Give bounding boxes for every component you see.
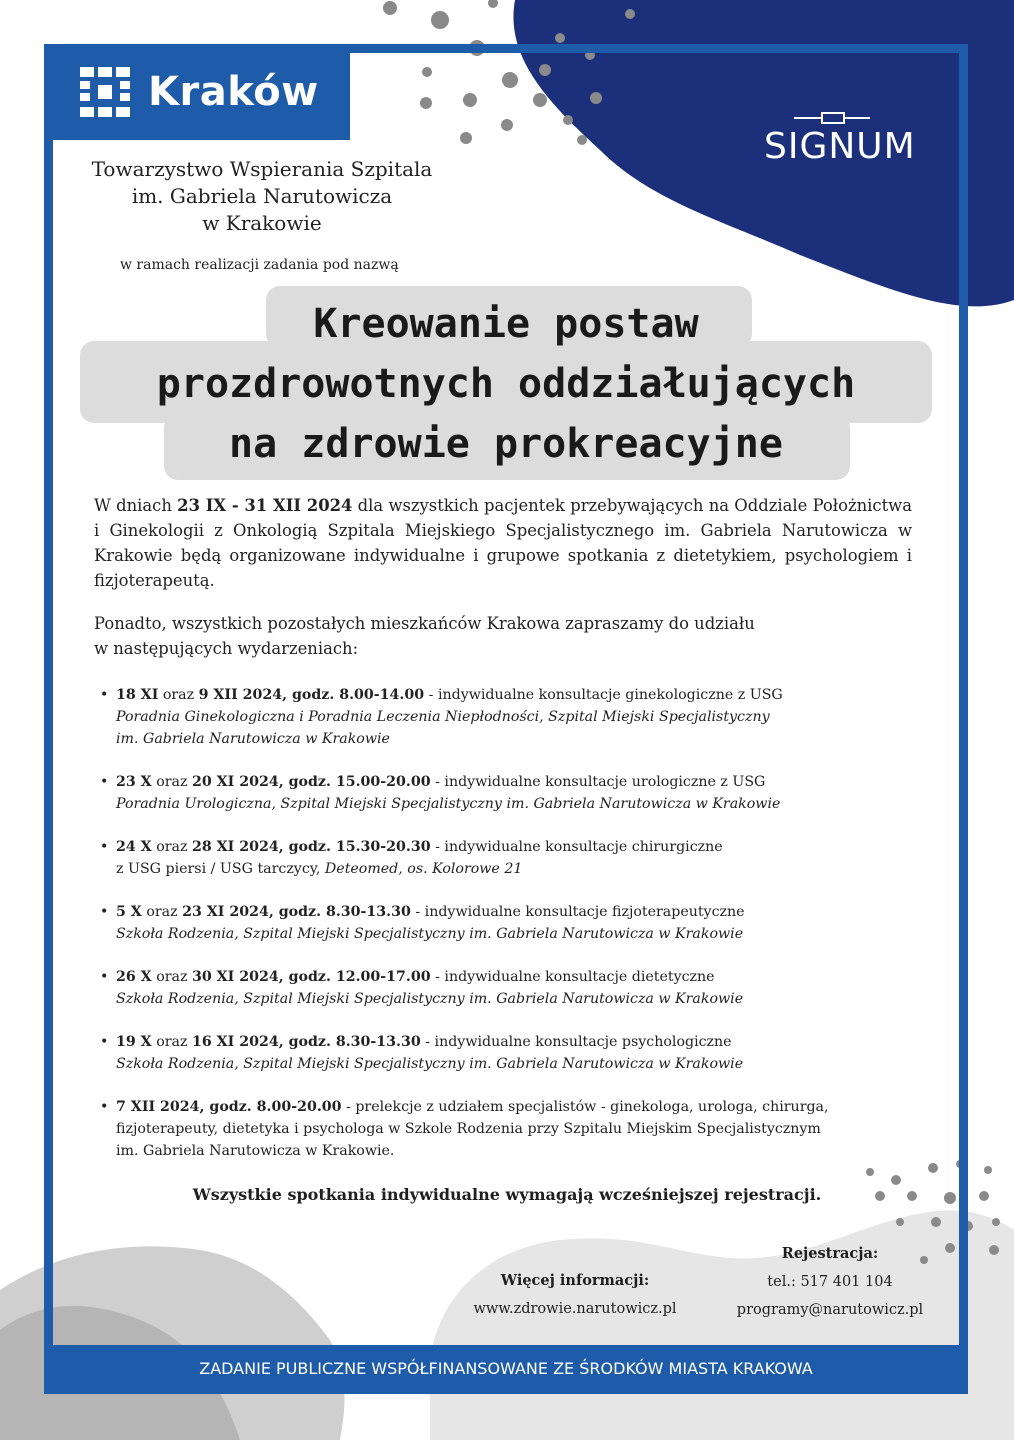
event-item: • 24 X oraz 28 XI 2024, godz. 15.30-20.30 - indywidualne konsultacje chirurgiczne z USG piersi / USG tarczycy, Deteomed, os. Kolorowe 21 xyxy=(100,836,920,880)
registration-info xyxy=(720,1240,940,1324)
organization-name: Towarzystwo Wspierania Szpitala im. Gabriela Narutowicza w Krakowie xyxy=(91,157,433,235)
event-item: • 18 XI oraz 9 XII 2024, godz. 8.00-14.00 - indywidualne konsultacje ginekologiczne z USG Poradnia Ginekologiczna i Poradnia Leczenia Niepłodności, Szpital Miejski Specjalistyczny im. Gabriela Narutowicza w Krakowie xyxy=(100,684,920,750)
event-item: • 26 X oraz 30 XI 2024, godz. 12.00-17.00 - indywidualne konsultacje dietetyczne Szkoła Rodzenia, Szpital Miejski Specjalistyczny im. Gabriela Narutowicza w Krakowie xyxy=(100,966,920,1010)
more-info xyxy=(455,1267,695,1323)
intro-text: w ramach realizacji zadania pod nazwą xyxy=(120,257,399,273)
phone-number[interactable]: tel.: 517 401 104 xyxy=(767,1274,893,1290)
event-item: • 23 X oraz 20 XI 2024, godz. 15.00-20.00 - indywidualne konsultacje urologiczne z USG Poradnia Urologiczna, Szpital Miejski Specjalistyczny im. Gabriela Narutowicza w Krakowie xyxy=(100,771,920,815)
event-item: • 5 X oraz 23 XI 2024, godz. 8.30-13.30 - indywidualne konsultacje fizjoterapeutyczne Szkoła Rodzenia, Szpital Miejski Specjalistyczny im. Gabriela Narutowicza w Krakowie xyxy=(100,901,920,945)
title-block xyxy=(80,286,932,480)
event-item: • 19 X oraz 16 XI 2024, godz. 8.30-13.30 - indywidualne konsultacje psychologiczne Szkoła Rodzenia, Szpital Miejski Specjalistyczny im. Gabriela Narutowicza w Krakowie xyxy=(100,1031,920,1075)
more-info-label: Więcej informacji: xyxy=(500,1272,650,1289)
registration-label: Rejestracja: xyxy=(781,1245,879,1262)
krakow-logo-icon xyxy=(80,67,130,117)
website-link[interactable]: www.zdrowie.narutowicz.pl xyxy=(473,1301,677,1317)
event-item: • 7 XII 2024, godz. 8.00-20.00 - prelekcje z udziałem specjalistów - ginekologa, urologa, chirurga, fizjoterapeuty, dietetyka i psychologa w Szkole Rodzenia przy Szpitalu Miejskim Specjalistycznym im. Gabriela Narutowicza w Krakowie. xyxy=(100,1096,920,1162)
email-link[interactable]: programy@narutowicz.pl xyxy=(736,1302,924,1318)
page-title: Kreowanie postaw prozdrowotnych oddziałujących na zdrowie prokreacyjne xyxy=(156,301,856,467)
registration-notice: Wszystkie spotkania indywidualne wymagają wcześniejszej rejestracji. xyxy=(192,1185,822,1204)
krakow-logo xyxy=(44,44,350,140)
events-list xyxy=(100,684,920,1162)
krakow-logo-text: Kraków xyxy=(148,69,319,115)
paragraph-intro: W dniach 23 IX - 31 XII 2024 dla wszystkich pacjentek przebywających na Oddziale Położnictwa i Ginekologii z Onkologią Szpitala Miejskiego Specjalistycznego im. Gabriela Narutowicza w Krakowie będą organizowane indywidualne i grupowe spotkania z dietetykiem, psychologiem i fizjoterapeutą. xyxy=(94,496,912,590)
paragraph-invitation: Ponadto, wszystkich pozostałych mieszkańców Krakowa zapraszamy do udziału w następujących wydarzeniach: xyxy=(94,614,755,658)
footer-banner: ZADANIE PUBLICZNE WSPÓŁFINANSOWANE ZE ŚRODKÓW MIASTA KRAKOWA xyxy=(44,1345,968,1393)
signum-logo-text: SIGNUM xyxy=(764,126,916,167)
signum-logo xyxy=(764,110,940,170)
